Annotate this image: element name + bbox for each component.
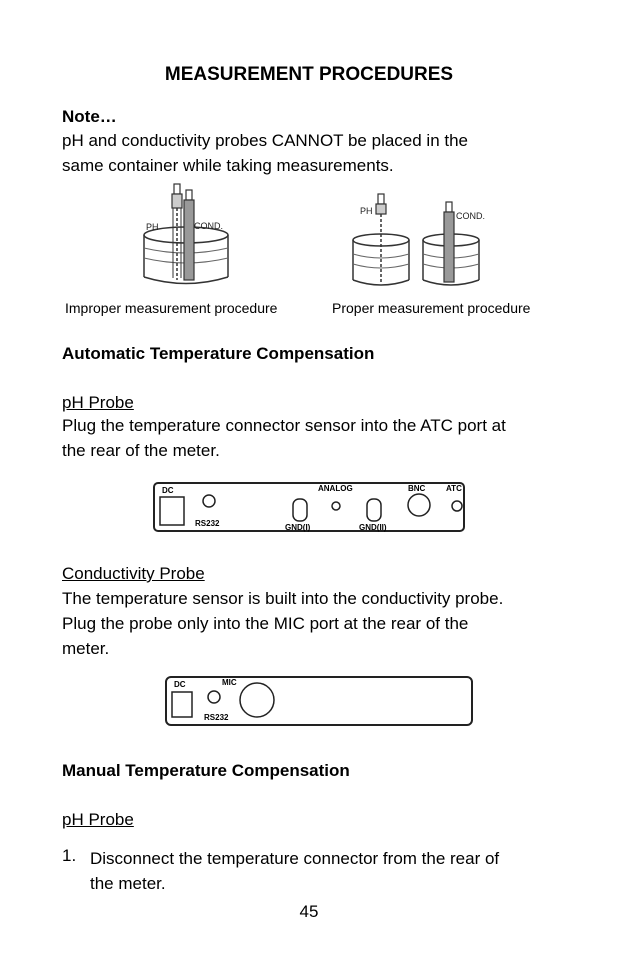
gnd1-label: GND(I) [285,523,311,532]
atc-ph-line-1: Plug the temperature connector sensor into the ATC port at [62,416,506,435]
atc-port [452,501,462,511]
analog-port [332,502,340,510]
improper-cond-label: COND. [194,221,223,231]
rs232-port [203,495,215,507]
dc-label: DC [162,486,174,495]
atc-heading: Automatic Temperature Compensation [62,344,375,363]
probe-placement-figure [100,180,530,295]
atc-ph-line-2: the rear of the meter. [62,441,220,460]
page-number: 45 [299,902,319,921]
proper-cond-label: COND. [456,211,485,221]
bnc-label: BNC [408,484,426,493]
cond-line-3: meter. [62,639,110,658]
rs232-label-2: RS232 [204,713,229,722]
rear-panel-ph-diagram [152,480,472,540]
cond-line-1: The temperature sensor is built into the conductivity probe. [62,589,504,608]
rs232-label: RS232 [195,519,220,528]
mic-label: MIC [222,678,237,687]
cond-probe-heading: Conductivity Probe [62,564,205,583]
note-line-1: pH and conductivity probes CANNOT be placed in the [62,131,469,150]
improper-ph-label: PH [146,222,159,232]
rear-panel-cond-diagram [164,674,479,732]
page-title: MEASUREMENT PROCEDURES [164,64,454,85]
cond-line-2: Plug the probe only into the MIC port at the rear of the [62,614,469,633]
proper-cond-probe [444,202,454,282]
step-1-line-2: the meter. [90,874,166,893]
mtc-ph-probe-heading: pH Probe [62,810,134,829]
mtc-heading: Manual Temperature Compensation [62,761,350,780]
mic-port [240,683,274,717]
note-line-2: same container while taking measurements. [62,156,394,175]
improper-ph-probe [172,184,182,280]
analog-label: ANALOG [318,484,353,493]
rs232-port-2 [208,691,220,703]
proper-ph-probe [376,194,386,282]
proper-ph-label: PH [360,206,373,216]
atc-ph-probe-heading: pH Probe [62,393,134,412]
atc-label: ATC [446,484,462,493]
gnd2-label: GND(II) [359,523,387,532]
dc-port-2 [172,692,192,717]
gnd1-port [293,499,307,521]
caption-proper: Proper measurement procedure [332,300,531,316]
bnc-port [408,494,430,516]
improper-cond-probe [184,190,194,280]
note-heading: Note… [62,107,117,126]
dc-label-2: DC [174,680,186,689]
step-1-text [90,846,570,896]
dc-port [160,497,184,525]
caption-improper: Improper measurement procedure [65,300,278,316]
gnd2-port [367,499,381,521]
step-1-line-1: Disconnect the temperature connector from the rear of [90,849,500,868]
step-1-number: 1. [62,846,77,865]
